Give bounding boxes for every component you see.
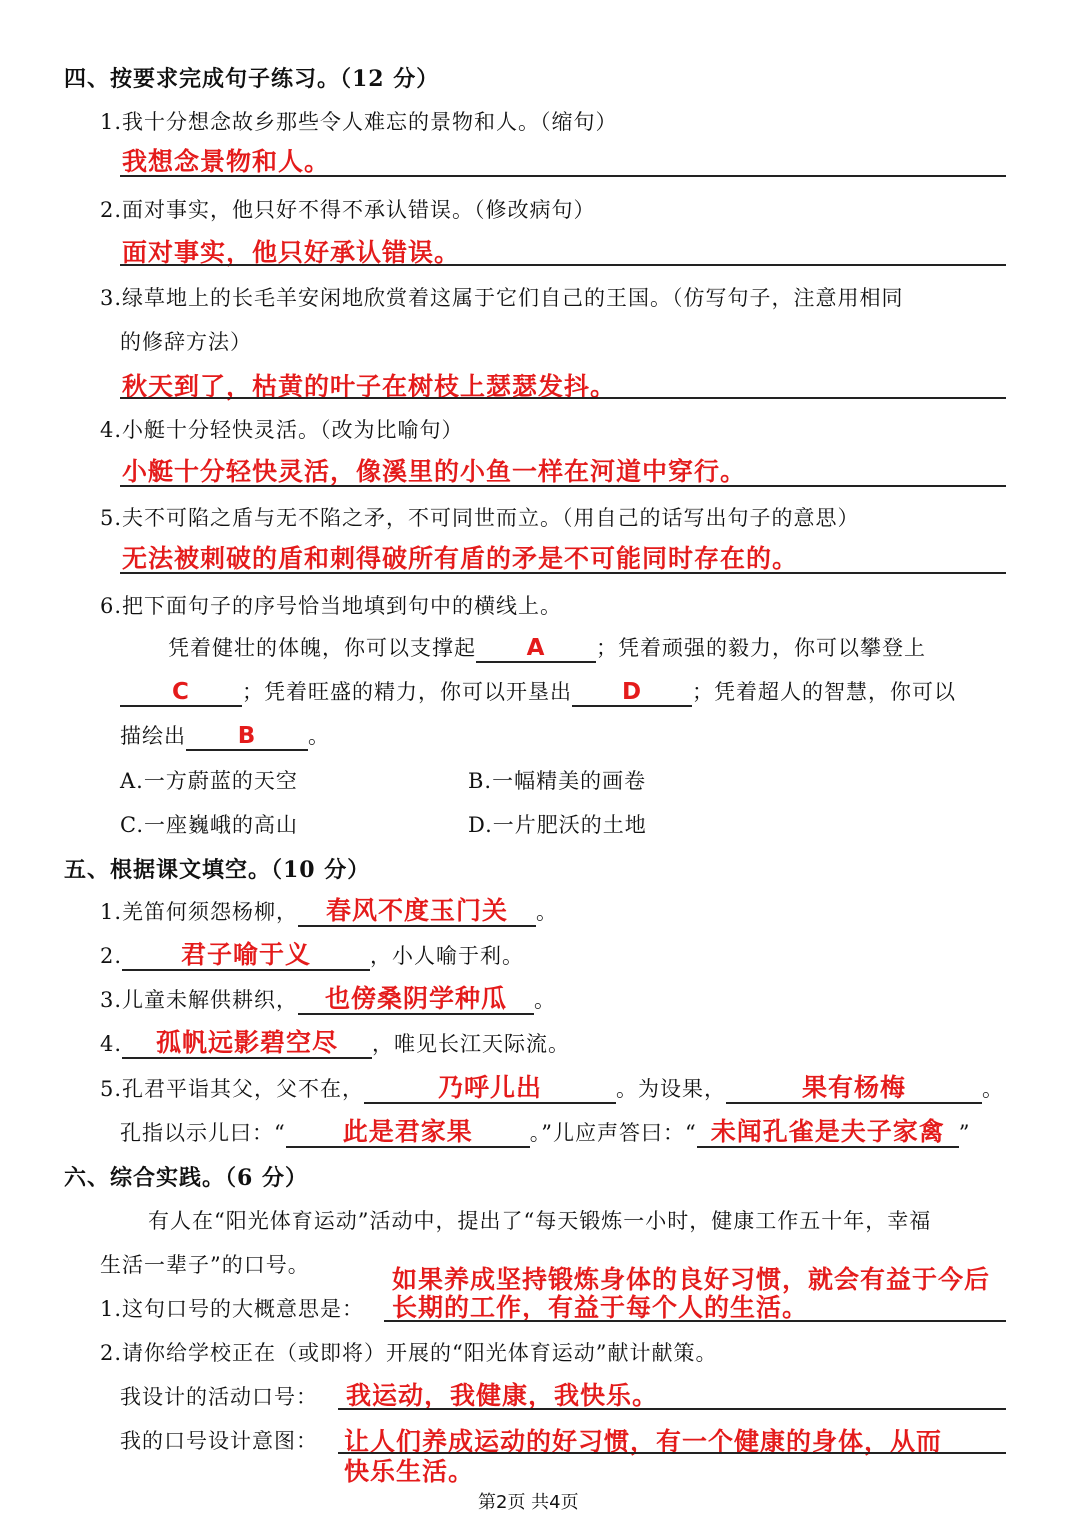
q6-blank-3 — [572, 679, 692, 707]
option-d: D.一片肥沃的土地 — [468, 813, 647, 837]
q6-text: ；凭着旺盛的精力，你可以开垦出 — [242, 680, 572, 704]
s5-text: 5.孔君平诣其父，父不在， — [100, 1077, 365, 1101]
s5-text: 2. — [100, 944, 123, 968]
answer-line — [120, 485, 1006, 487]
q6-answer-4: B — [237, 723, 257, 749]
s4-answer-3: 秋天到了，枯黄的叶子在树枝上瑟瑟发抖。 — [122, 372, 617, 401]
s5-text: ，小人喻于利。 — [370, 944, 525, 968]
section-5-title: 五、根据课文填空。（10 分） — [64, 857, 371, 883]
s4-question-5: 5.夫不可陷之盾与无不陷之矛，不可同世而立。（用自己的话写出句子的意思） — [100, 506, 860, 530]
s4-question-4: 4.小艇十分轻快灵活。（改为比喻句） — [100, 418, 464, 442]
answer-line — [120, 175, 1006, 177]
q6-text: 。 — [308, 724, 330, 748]
s6-intro-line-2: 生活一辈子”的口号。 — [100, 1253, 310, 1277]
section-4-title: 四、按要求完成句子练习。（12 分） — [64, 66, 440, 92]
s5-blank-8 — [697, 1119, 959, 1148]
s5-item-2 — [100, 940, 524, 971]
q6-text: 描绘出 — [120, 724, 186, 748]
s4-q6-line-1 — [168, 632, 926, 663]
s5-blank-1 — [298, 898, 536, 927]
s6-question-2: 2.请你给学校正在（或即将）开展的“阳光体育运动”献计献策。 — [100, 1341, 718, 1365]
s5-blank-4 — [122, 1030, 372, 1059]
q6-blank-4 — [186, 723, 308, 751]
s6-slogan-label: 我设计的活动口号： — [120, 1385, 318, 1409]
s5-item-5-line-2 — [120, 1117, 970, 1148]
s4-question-3-line-2: 的修辞方法） — [120, 330, 252, 354]
s4-answer-4: 小艇十分轻快灵活，像溪里的小鱼一样在河道中穿行。 — [122, 457, 747, 486]
s5-text: ” — [958, 1121, 971, 1145]
q6-answer-2: C — [172, 679, 190, 705]
s4-answer-5: 无法被刺破的盾和刺得破所有盾的矛是不可能同时存在的。 — [122, 544, 799, 573]
s5-answer-2: 君子喻于义 — [181, 940, 312, 969]
option-a: A.一方蔚蓝的天空 — [120, 769, 298, 793]
s5-text: 。”儿应声答曰：“ — [529, 1121, 697, 1145]
s5-answer-7: 此是君家果 — [342, 1117, 473, 1146]
s4-question-6: 6.把下面句子的序号恰当地填到句中的横线上。 — [100, 594, 563, 618]
s4-answer-2: 面对事实，他只好承认错误。 — [122, 238, 461, 267]
s5-item-3 — [100, 984, 556, 1015]
s5-text: 。为设果， — [616, 1077, 727, 1101]
s5-text: ，唯见长江天际流。 — [372, 1032, 571, 1056]
page-footer: 第2页 共4页 — [478, 1492, 579, 1513]
s4-question-1: 1.我十分想念故乡那些令人难忘的景物和人。（缩句） — [100, 110, 618, 134]
s5-item-4 — [100, 1028, 570, 1059]
answer-line — [384, 1320, 1006, 1322]
s6-intent-answer-line-2: 快乐生活。 — [344, 1457, 475, 1486]
s5-text: 。 — [534, 988, 557, 1012]
s5-blank-2 — [122, 942, 370, 971]
q6-blank-1 — [476, 635, 596, 663]
s5-answer-4: 孤帆远影碧空尽 — [156, 1028, 339, 1057]
section-6-title: 六、综合实践。（6 分） — [64, 1165, 308, 1191]
s5-blank-3 — [298, 986, 534, 1015]
s6-intro-line-1: 有人在“阳光体育运动”活动中，提出了“每天锻炼一小时，健康工作五十年，幸福 — [148, 1209, 932, 1233]
answer-line — [338, 1408, 1006, 1410]
s5-answer-1: 春风不度玉门关 — [326, 896, 509, 925]
s5-answer-8: 未闻孔雀是夫子家禽 — [710, 1117, 945, 1146]
answer-line — [120, 572, 1006, 574]
option-b: B.一幅精美的画卷 — [468, 769, 647, 793]
s5-blank-5 — [364, 1075, 616, 1104]
s5-answer-3: 也傍桑阴学种瓜 — [325, 984, 508, 1013]
answer-line — [120, 397, 1006, 399]
s5-text: 4. — [100, 1032, 123, 1056]
s5-text: 3.儿童未解供耕织， — [100, 988, 299, 1012]
q6-blank-2 — [120, 679, 242, 707]
s5-answer-5: 乃呼儿出 — [438, 1073, 543, 1102]
answer-line — [120, 264, 1006, 266]
s4-question-2: 2.面对事实，他只好不得不承认错误。（修改病句） — [100, 198, 596, 222]
s4-answer-1: 我想念景物和人。 — [122, 147, 331, 176]
q6-answer-3: D — [621, 679, 643, 705]
q6-text: ；凭着超人的智慧，你可以 — [692, 680, 956, 704]
s6-question-1: 1.这句口号的大概意思是： — [100, 1297, 365, 1321]
s4-question-3-line-1: 3.绿草地上的长毛羊安闲地欣赏着这属于它们自己的王国。（仿写句子，注意用相同 — [100, 286, 904, 310]
q6-text: ；凭着顽强的毅力，你可以攀登上 — [596, 636, 926, 660]
s5-text: 。 — [536, 900, 559, 924]
s6-answer-1-line-1: 如果养成坚持锻炼身体的良好习惯，就会有益于今后 — [392, 1265, 991, 1294]
s5-answer-6: 果有杨梅 — [802, 1073, 907, 1102]
s6-intent-answer-line-1: 让人们养成运动的好习惯，有一个健康的身体，从而 — [344, 1427, 943, 1456]
s5-blank-7 — [286, 1119, 530, 1148]
s5-text: 。 — [982, 1077, 1005, 1101]
s6-intent-label: 我的口号设计意图： — [120, 1429, 318, 1453]
option-c: C.一座巍峨的高山 — [120, 813, 298, 837]
s5-blank-6 — [726, 1075, 982, 1104]
s4-q6-line-3 — [120, 720, 330, 751]
s5-item-1 — [100, 896, 558, 927]
q6-answer-1: A — [526, 635, 546, 661]
s6-answer-1-line-2: 长期的工作，有益于每个人的生活。 — [392, 1293, 809, 1322]
s5-item-5-line-1 — [100, 1073, 1004, 1104]
s6-slogan-answer: 我运动，我健康，我快乐。 — [346, 1381, 659, 1410]
q6-text: 凭着健壮的体魄，你可以支撑起 — [168, 636, 476, 660]
s4-q6-line-2 — [120, 676, 956, 707]
s5-text: 1.羌笛何须怨杨柳， — [100, 900, 299, 924]
s5-text: 孔指以示儿曰：“ — [120, 1121, 286, 1145]
